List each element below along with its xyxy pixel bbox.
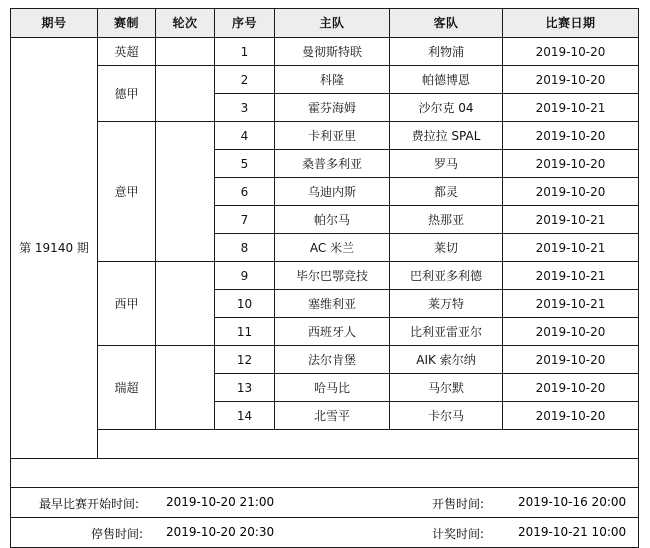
match-number: 2 <box>215 66 275 94</box>
round-cell <box>156 262 215 346</box>
header-league: 赛制 <box>98 9 156 38</box>
match-date: 2019-10-20 <box>503 150 639 178</box>
period-cell: 第 19140 期 <box>11 38 98 459</box>
blank-row <box>11 430 639 459</box>
match-date: 2019-10-20 <box>503 178 639 206</box>
away-team: 巴利亚多利德 <box>390 262 503 290</box>
home-team: 北雪平 <box>275 402 390 430</box>
earliest-start-label: 最早比赛开始时间: <box>39 497 140 511</box>
league-cell: 英超 <box>98 38 156 66</box>
match-date: 2019-10-20 <box>503 318 639 346</box>
home-team: 霍芬海姆 <box>275 94 390 122</box>
match-schedule-table <box>10 8 639 488</box>
match-number: 13 <box>215 374 275 402</box>
home-team: 帕尔马 <box>275 206 390 234</box>
match-number: 3 <box>215 94 275 122</box>
match-date: 2019-10-20 <box>503 38 639 66</box>
table-body <box>11 9 639 488</box>
match-number: 6 <box>215 178 275 206</box>
league-cell: 瑞超 <box>98 346 156 430</box>
away-team: 利物浦 <box>390 38 503 66</box>
prize-calc-label: 计奖时间: <box>432 527 485 541</box>
match-row <box>11 346 639 374</box>
round-cell <box>156 66 215 122</box>
header-number: 序号 <box>215 9 275 38</box>
home-team: 西班牙人 <box>275 318 390 346</box>
home-team: 哈马比 <box>275 374 390 402</box>
home-team: 桑普多利亚 <box>275 150 390 178</box>
match-number: 14 <box>215 402 275 430</box>
home-team: 曼彻斯特联 <box>275 38 390 66</box>
match-row <box>11 262 639 290</box>
home-team: 法尔肯堡 <box>275 346 390 374</box>
home-team: AC 米兰 <box>275 234 390 262</box>
header-match-date: 比赛日期 <box>503 9 639 38</box>
league-cell: 德甲 <box>98 66 156 122</box>
away-team: 马尔默 <box>390 374 503 402</box>
blank-cell <box>98 430 639 459</box>
earliest-start-value: 2019-10-20 21:00 <box>166 495 275 509</box>
match-number: 4 <box>215 122 275 150</box>
away-team: 莱切 <box>390 234 503 262</box>
separator-cell <box>11 459 639 488</box>
sale-open-label: 开售时间: <box>432 497 485 511</box>
separator-row <box>11 459 639 488</box>
match-number: 11 <box>215 318 275 346</box>
match-number: 12 <box>215 346 275 374</box>
header-round: 轮次 <box>156 9 215 38</box>
away-team: 费拉拉 SPAL <box>390 122 503 150</box>
away-team: 都灵 <box>390 178 503 206</box>
match-date: 2019-10-21 <box>503 290 639 318</box>
away-team: 罗马 <box>390 150 503 178</box>
home-team: 毕尔巴鄂竞技 <box>275 262 390 290</box>
sale-stop-value: 2019-10-20 20:30 <box>166 525 275 539</box>
match-number: 8 <box>215 234 275 262</box>
header-period: 期号 <box>11 9 98 38</box>
away-team: 帕德博恩 <box>390 66 503 94</box>
earliest-start-row <box>10 488 639 518</box>
home-team: 乌迪内斯 <box>275 178 390 206</box>
round-cell <box>156 38 215 66</box>
match-date: 2019-10-21 <box>503 234 639 262</box>
round-cell <box>156 346 215 430</box>
match-date: 2019-10-20 <box>503 66 639 94</box>
match-row <box>11 122 639 150</box>
match-date: 2019-10-20 <box>503 122 639 150</box>
match-number: 7 <box>215 206 275 234</box>
match-row <box>11 66 639 94</box>
league-cell: 西甲 <box>98 262 156 346</box>
match-date: 2019-10-20 <box>503 346 639 374</box>
sale-stop-label: 停售时间: <box>91 527 144 541</box>
match-number: 9 <box>215 262 275 290</box>
away-team: 沙尔克 04 <box>390 94 503 122</box>
round-cell <box>156 122 215 262</box>
match-number: 10 <box>215 290 275 318</box>
away-team: 热那亚 <box>390 206 503 234</box>
away-team: 卡尔马 <box>390 402 503 430</box>
header-home-team: 主队 <box>275 9 390 38</box>
home-team: 科隆 <box>275 66 390 94</box>
match-number: 1 <box>215 38 275 66</box>
away-team: 莱万特 <box>390 290 503 318</box>
match-date: 2019-10-21 <box>503 94 639 122</box>
schedule-sheet <box>10 8 639 548</box>
header-row <box>11 9 639 38</box>
match-date: 2019-10-20 <box>503 374 639 402</box>
away-team: 比利亚雷亚尔 <box>390 318 503 346</box>
away-team: AIK 索尔纳 <box>390 346 503 374</box>
match-row <box>11 38 639 66</box>
league-cell: 意甲 <box>98 122 156 262</box>
prize-calc-value: 2019-10-21 10:00 <box>518 525 627 539</box>
home-team: 塞维利亚 <box>275 290 390 318</box>
match-date: 2019-10-21 <box>503 262 639 290</box>
sale-open-value: 2019-10-16 20:00 <box>518 495 627 509</box>
match-number: 5 <box>215 150 275 178</box>
header-away-team: 客队 <box>390 9 503 38</box>
match-date: 2019-10-20 <box>503 402 639 430</box>
sale-stop-row <box>10 518 639 548</box>
match-date: 2019-10-21 <box>503 206 639 234</box>
home-team: 卡利亚里 <box>275 122 390 150</box>
